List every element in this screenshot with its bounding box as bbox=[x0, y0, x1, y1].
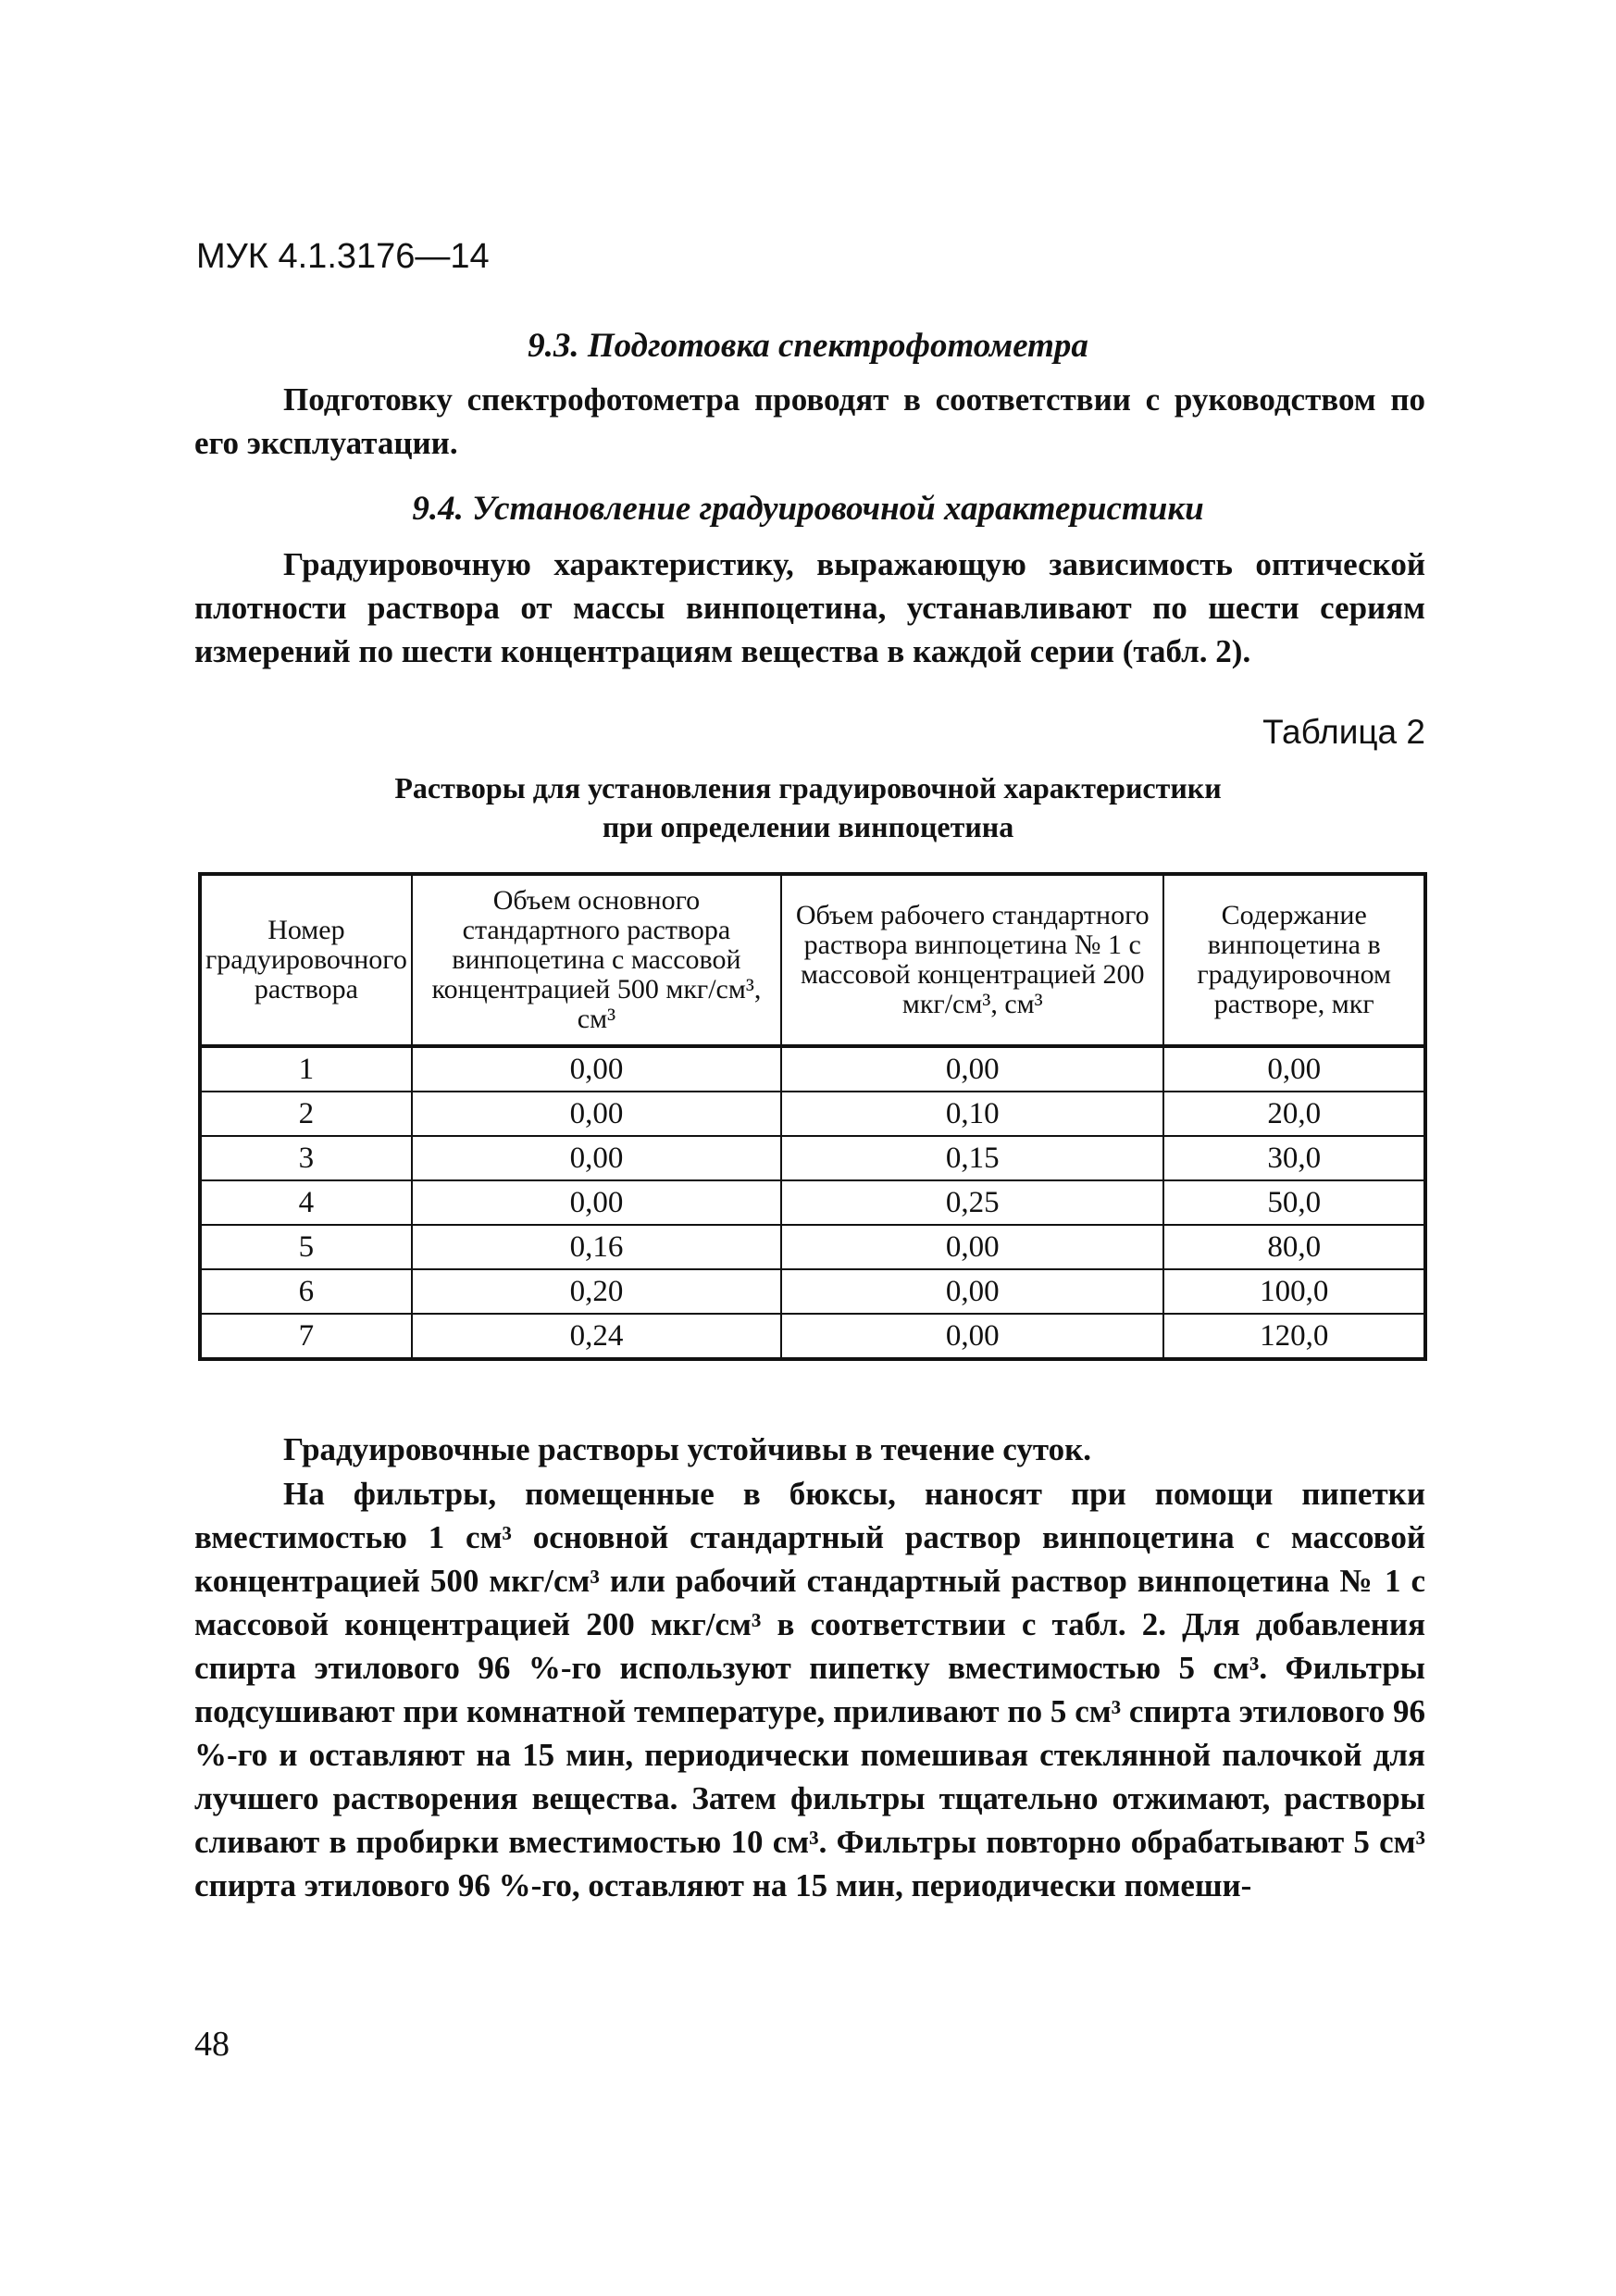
table-row bbox=[200, 1136, 1425, 1180]
cell-number: 6 bbox=[200, 1269, 412, 1314]
cell-stock-volume: 0,00 bbox=[412, 1092, 781, 1136]
calibration-table bbox=[198, 872, 1427, 1361]
cell-working-volume: 0,10 bbox=[781, 1092, 1163, 1136]
section-heading-9-4: 9.4. Установление градуировочной характеристики bbox=[412, 490, 1204, 528]
cell-stock-volume: 0,16 bbox=[412, 1225, 781, 1269]
table-row bbox=[200, 1314, 1425, 1359]
section-text-9-4: Градуировочную характеристику, выражающую зависимость оптической плотности раствора от массы винпоцетина, устанавливают по шести сериям измерений по шести концентрациям вещества в каждой серии (табл. 2). bbox=[194, 546, 1425, 669]
cell-stock-volume: 0,00 bbox=[412, 1136, 781, 1180]
section-text-9-3: Подготовку спектрофотометра проводят в соответствии с руководством по его эксплуатации. bbox=[194, 381, 1425, 461]
table-row bbox=[200, 1269, 1425, 1314]
page-number: 48 bbox=[194, 2025, 230, 2064]
cell-content: 100,0 bbox=[1163, 1269, 1425, 1314]
cell-working-volume: 0,00 bbox=[781, 1046, 1163, 1092]
table-label: Таблица 2 bbox=[1262, 713, 1425, 751]
header-stock-volume: Объем основного стандартного раствора винпоцетина с массовой концентрацией 500 мкг/см³, см³ bbox=[412, 874, 781, 1046]
table-title-line: Растворы для установления градуировочной характеристики bbox=[394, 771, 1222, 805]
cell-stock-volume: 0,20 bbox=[412, 1269, 781, 1314]
table-title-line: при определении винпоцетина bbox=[602, 810, 1014, 843]
cell-content: 30,0 bbox=[1163, 1136, 1425, 1180]
table-row bbox=[200, 1046, 1425, 1092]
cell-content: 120,0 bbox=[1163, 1314, 1425, 1359]
cell-content: 80,0 bbox=[1163, 1225, 1425, 1269]
section-heading-9-3: 9.3. Подготовка спектрофотометра bbox=[528, 327, 1088, 365]
table-row bbox=[200, 1225, 1425, 1269]
cell-working-volume: 0,25 bbox=[781, 1180, 1163, 1225]
document-code: МУК 4.1.3176—14 bbox=[196, 237, 490, 276]
header-content: Содержание винпоцетина в градуировочном растворе, мкг bbox=[1163, 874, 1425, 1046]
header-working-volume: Объем рабочего стандартного раствора винпоцетина № 1 с массовой концентрацией 200 мкг/см³, см³ bbox=[781, 874, 1163, 1046]
procedure-text: На фильтры, помещенные в бюксы, наносят при помощи пипетки вместимостью 1 см³ основной стандартный раствор винпоцетина с массовой концентрацией 500 мкг/см³ или рабочий стандартный раствор винпоцетина № 1 с массовой концентрацией 200 мкг/см³ в соответствии с табл. 2. Для добавления спирта этилового 96 %-го используют пипетку вместимостью 5 см³. Фильтры подсушивают при комнатной температуре, приливают по 5 см³ спирта этилового 96 %-го и оставляют на 15 мин, периодически помешивая стеклянной палочкой для лучшего растворения вещества. Затем фильтры тщательно отжимают, растворы сливают в пробирки вместимостью 10 см³. Фильтры повторно обрабатывают 5 см³ спирта этилового 96 %-го, оставляют на 15 мин, периодически помеши- bbox=[194, 1476, 1425, 1903]
cell-content: 20,0 bbox=[1163, 1092, 1425, 1136]
cell-number: 3 bbox=[200, 1136, 412, 1180]
table-title bbox=[0, 768, 1616, 846]
cell-stock-volume: 0,00 bbox=[412, 1046, 781, 1092]
cell-number: 5 bbox=[200, 1225, 412, 1269]
header-solution-number: Номер градуировочного раствора bbox=[200, 874, 412, 1046]
cell-number: 1 bbox=[200, 1046, 412, 1092]
cell-number: 4 bbox=[200, 1180, 412, 1225]
cell-stock-volume: 0,00 bbox=[412, 1180, 781, 1225]
cell-working-volume: 0,00 bbox=[781, 1314, 1163, 1359]
cell-content: 0,00 bbox=[1163, 1046, 1425, 1092]
cell-number: 7 bbox=[200, 1314, 412, 1359]
table-header-row bbox=[200, 874, 1425, 1046]
cell-working-volume: 0,00 bbox=[781, 1225, 1163, 1269]
cell-stock-volume: 0,24 bbox=[412, 1314, 781, 1359]
cell-working-volume: 0,00 bbox=[781, 1269, 1163, 1314]
cell-working-volume: 0,15 bbox=[781, 1136, 1163, 1180]
cell-number: 2 bbox=[200, 1092, 412, 1136]
stability-note: Градуировочные растворы устойчивы в течение суток. bbox=[283, 1431, 1092, 1467]
table-row bbox=[200, 1092, 1425, 1136]
cell-content: 50,0 bbox=[1163, 1180, 1425, 1225]
table-row bbox=[200, 1180, 1425, 1225]
